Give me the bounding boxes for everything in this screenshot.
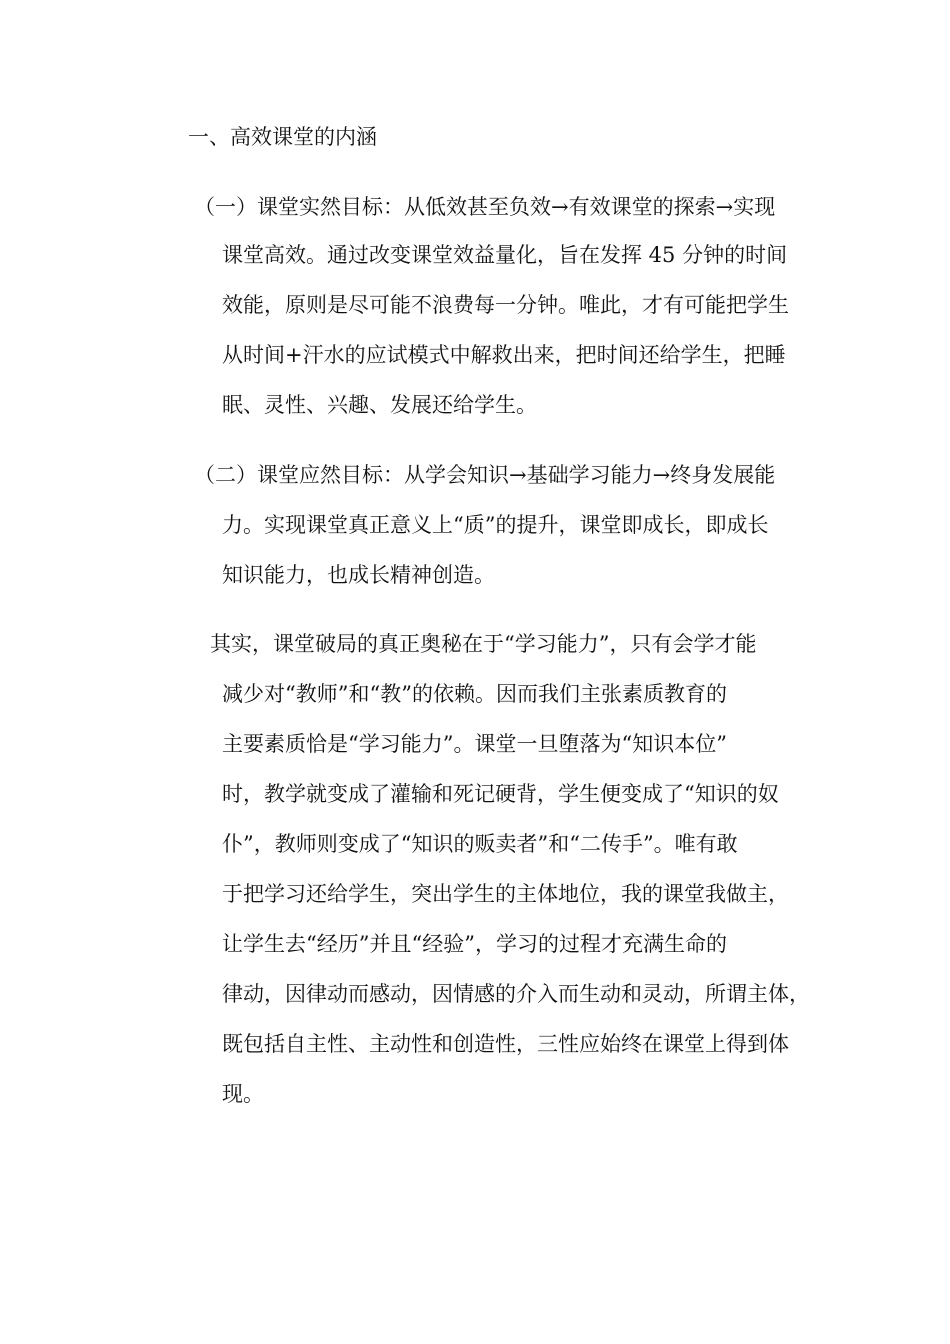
paragraph-line: （二）课堂应然目标：从学会知识→基础学习能力→终身发展能	[194, 463, 776, 487]
paragraph-line: 律动，因律动而感动，因情感的介入而生动和灵动，所谓主体，	[222, 982, 810, 1006]
paragraph-line: 课堂高效。通过改变课堂效益量化，旨在发挥 45 分钟的时间	[222, 243, 788, 267]
paragraph-line: 效能，原则是尽可能不浪费每一分钟。唯此，才有可能把学生	[222, 293, 789, 317]
paragraph-line: 既包括自主性、主动性和创造性，三性应始终在课堂上得到体	[222, 1032, 789, 1056]
paragraph-line: 眠、灵性、兴趣、发展还给学生。	[222, 393, 537, 417]
paragraph-line: （一）课堂实然目标：从低效甚至负效→有效课堂的探索→实现	[194, 195, 776, 219]
section-heading: 一、高效课堂的内涵	[188, 125, 377, 149]
paragraph-line: 时，教学就变成了灌输和死记硬背，学生便变成了“知识的奴	[222, 782, 779, 806]
paragraph-line: 从时间+汗水的应试模式中解救出来，把时间还给学生，把睡	[222, 343, 786, 367]
paragraph-line: 让学生去“经历”并且“经验”，学习的过程才充满生命的	[222, 932, 727, 956]
paragraph-line: 于把学习还给学生，突出学生的主体地位，我的课堂我做主，	[222, 882, 789, 906]
paragraph-line: 力。实现课堂真正意义上“质”的提升，课堂即成长，即成长	[222, 513, 769, 537]
paragraph-line: 仆”，教师则变成了“知识的贩卖者”和“二传手”。唯有敢	[222, 832, 738, 856]
paragraph-line: 主要素质恰是“学习能力”。课堂一旦堕落为“知识本位”	[222, 732, 727, 756]
paragraph-line: 现。	[222, 1082, 264, 1106]
paragraph-line: 其实，课堂破局的真正奥秘在于“学习能力”，只有会学才能	[210, 632, 757, 656]
paragraph-line: 知识能力，也成长精神创造。	[222, 563, 495, 587]
paragraph-line: 减少对“教师”和“教”的依赖。因而我们主张素质教育的	[222, 682, 727, 706]
